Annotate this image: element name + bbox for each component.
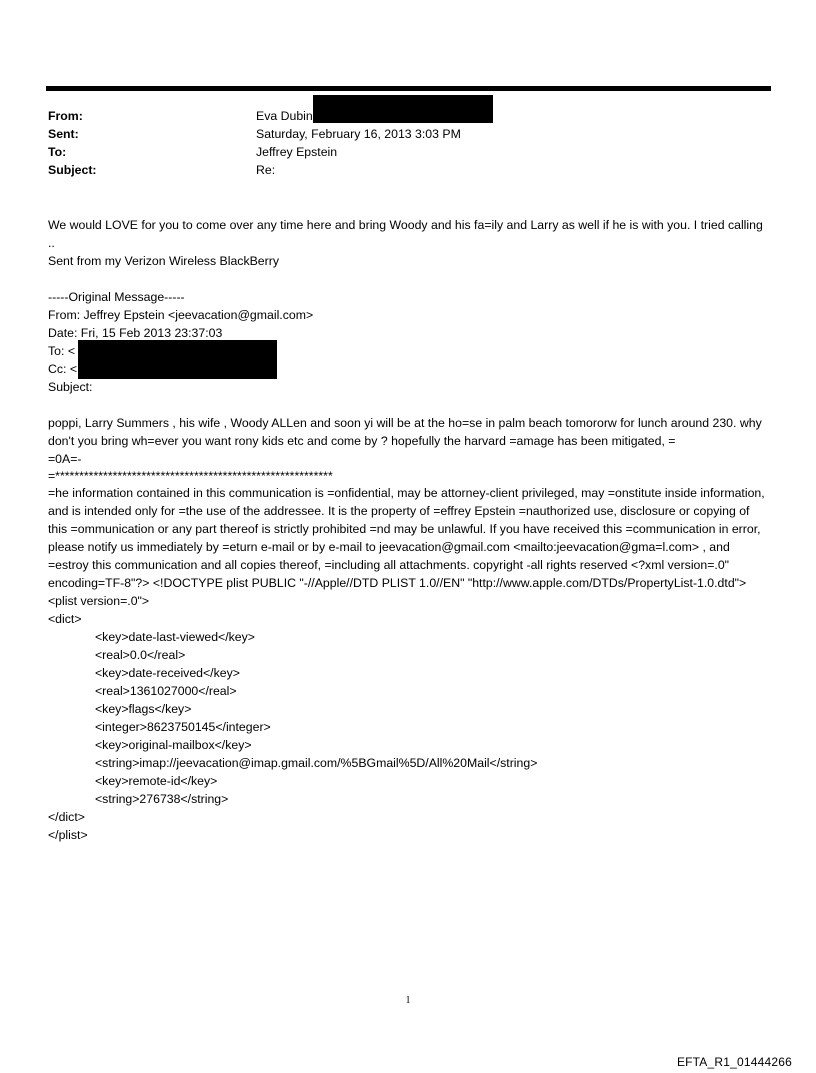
plist-close: </plist> [48,828,88,842]
plist-line: <key>date-last-viewed</key> [95,630,255,644]
encoded-line: =0A=- [48,452,82,466]
from-label: From: [48,109,83,123]
plist-line: <key>remote-id</key> [95,774,218,788]
from-value: Eva Dubin [256,109,313,123]
plist-line: <key>original-mailbox</key> [95,738,252,752]
sent-row [48,125,768,143]
original-subject: Subject: [48,380,93,394]
redaction-box [78,340,277,379]
plist-line: <string>276738</string> [95,792,229,806]
original-divider: -----Original Message----- [48,290,185,304]
original-date: Date: Fri, 15 Feb 2013 23:37:03 [48,326,223,340]
header-rule [46,86,771,91]
original-cc: Cc: < [48,362,78,376]
from-row [48,107,768,125]
reply-signature: Sent from my Verizon Wireless BlackBerry [48,254,279,268]
document-id: EFTA_R1_01444266 [676,1055,792,1069]
to-value: Jeffrey Epstein [256,145,338,159]
original-from: From: Jeffrey Epstein <jeevacation@gmail.com> [48,308,314,322]
original-body: poppi, Larry Summers , his wife , Woody ALLen and soon yi will be at the ho=se in palm beach tomororw for lunch around 230. why don't you bring wh=ever you want rony kids etc and come by ? hopefully the harvard =amage has been mitigated, = [48,416,762,448]
dict-close: </dict> [48,810,85,824]
plist-line: <real>1361027000</real> [95,684,237,698]
original-recipients [48,342,772,378]
to-row [48,143,768,161]
email-body [48,216,772,844]
to-label: To: [48,145,67,159]
disclaimer-text: =he information contained in this communication is =onfidential, may be attorney-client privileged, may =onstitute inside information, and is intended only for =the use of the addressee. It is the property of =effrey Epstein =nauthorized use, disclosure or copying of this =ommunication or any part thereof is strictly prohibited =nd may be unlawful. If you have received this =communication in error, please notify us immediately by =eturn e-mail or by e-mail to jeevacation@gmail.com <mailto:jeevacation@gma=l.com> , and =estroy this communication and all copies thereof, =including all attachments. copyright -all rights reserved <?xml version=.0" encoding=TF-8"?> <!DOCTYPE plist PUBLIC "-//Apple//DTD PLIST 1.0//EN" "http://www.apple.com/DTDs/PropertyList-1.0.dtd"> [48,486,765,590]
subject-value: Re: [256,163,276,177]
sent-label: Sent: [48,127,79,141]
page-number: 1 [405,995,411,1006]
plist-line: <string>imap://jeevacation@imap.gmail.com/%5BGmail%5D/All%20Mail</string> [95,756,538,770]
subject-row [48,161,768,179]
stars-line: =********************************************************** [48,469,333,483]
dict-open: <dict> [48,612,82,626]
plist-open: <plist version=.0"> [48,594,150,608]
subject-label: Subject: [48,163,97,177]
plist-line: <key>date-received</key> [95,666,240,680]
plist-line: <real>0.0</real> [95,648,186,662]
redaction-box [313,95,493,123]
original-to: To: < [48,344,76,358]
reply-text: We would LOVE for you to come over any time here and bring Woody and his fa=ily and Larry as well if he is with you. I tried calling .. [48,218,763,250]
email-header [48,107,768,179]
plist-line: <key>flags</key> [95,702,192,716]
plist-line: <integer>8623750145</integer> [95,720,271,734]
sent-value: Saturday, February 16, 2013 3:03 PM [256,127,461,141]
